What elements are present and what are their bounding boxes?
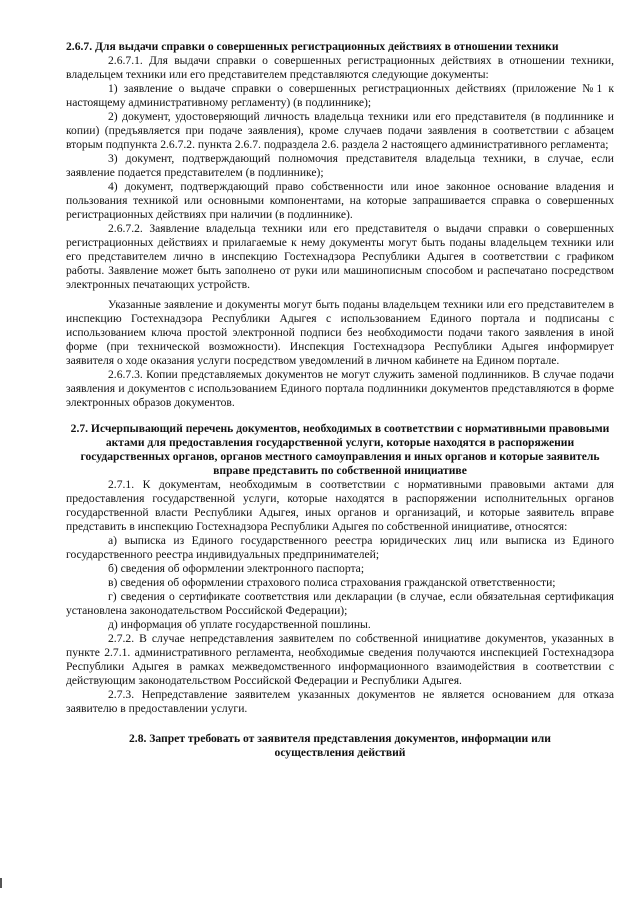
list-item: а) выписка из Единого государственного реестра юридических лиц или выписка из Единого государственного реестра индивидуальных предпринимателей; [66,534,614,561]
paragraph-2-6-7-3: 2.6.7.3. Копии представляемых документов не могут служить заменой подлинников. В случае подачи заявления и документов с использованием Единого портала подлинники документов представляются в форме электронных образов документов. [66,368,614,409]
paragraph-2-7-1: 2.7.1. К документам, необходимым в соответствии с нормативными правовыми актами для предоставления государственной услуги, которые находятся в распоряжении исполнительных органов государственной власти Республики Адыгея, иных органов и организаций, и которые заявитель вправе представить в инспекцию Гостехнадзора Республики Адыгея по собственной инициативе, относятся: [66,478,614,533]
page-edge-mark [0,878,2,888]
paragraph-portal-submission: Указанные заявление и документы могут быть поданы владельцем техники или его представителем в инспекцию Гостехнадзора Республики Адыгея с использованием Единого портала и подписаны с использованием ключа простой электронной подписи без необходимости подачи такого заявления в иной форме (при технической возможности). Инспекция Гостехнадзора Республики Адыгея информирует заявителя о ходе оказания услуги посредством уведомлений в личном кабинете на Едином портале. [66,298,614,367]
list-item: в) сведения об оформлении страхового полиса страхования гражданской ответственности; [108,576,556,589]
paragraph-2-6-7-1: 2.6.7.1. Для выдачи справки о совершенных регистрационных действиях в отношении техники, владельцем техники или его представителем представляются следующие документы: [66,54,614,81]
paragraph-2-7-2: 2.7.2. В случае непредставления заявителем по собственной инициативе документов, указанных в пункте 2.7.1. административного регламента, необходимые сведения получаются инспекцией Гостехнадзора Республики Адыгея в рамках межведомственного информационного взаимодействия в соответствии с действующим законодательством Российской Федерации и Республики Адыгея. [66,632,614,687]
spacer [66,716,614,732]
list-item: 2) документ, удостоверяющий личность владельца техники или его представителя (в подлиннике и копии) (предъявляется при подаче заявления), кроме случаев подачи заявления в соответствии с абзацем вторым подпункта 2.6.7.2. пункта 2.6.7. подраздела 2.6. раздела 2 настоящего административного регламента; [66,110,614,151]
paragraph-2-7-3: 2.7.3. Непредставление заявителем указанных документов не является основанием для отказа заявителю в предоставлении услуги. [66,688,614,715]
list-item: г) сведения о сертификате соответствия или декларации (в случае, если обязательная сертификация установлена законодательством Российской Федерации); [66,590,614,617]
list-item: 1) заявление о выдаче справки о совершенных регистрационных действиях (приложение №1 к настоящему административному регламенту) (в подлиннике); [66,82,614,109]
list-item: 3) документ, подтверждающий полномочия представителя владельца техники, в случае, если заявление подается представителем (в подлиннике); [66,152,614,179]
paragraph-2-6-7-2: 2.6.7.2. Заявление владельца техники или его представителя о выдачи справки о совершенных регистрационных действиях и прилагаемые к нему документы могут быть поданы владельцем техники или его представителем лично в инспекцию Гостехнадзора Республики Адыгея в соответствии с графиком работы. Заявление может быть заполнено от руки или машинописным способом и распечатано посредством электронных печатающих устройств. [66,222,614,291]
section-2-6-7-heading: 2.6.7. Для выдачи справки о совершенных регистрационных действиях в отношении техники [66,40,559,53]
document-page [66,40,614,760]
section-2-7-heading: 2.7. Исчерпывающий перечень документов, необходимых в соответствии с нормативными правовыми актами для предоставления государственной услуги, которые находятся в распоряжении государственных органов, органов местного самоуправления и иных органов и которые заявитель вправе представить по собственной инициативе [70,422,610,477]
list-item: д) информация об уплате государственной пошлины. [108,618,371,631]
list-item: 4) документ, подтверждающий право собственности или иное законное основание владения и пользования техникой или основными компонентами, на которые запрашивается справка о совершенных регистрационных действиях при наличии (в подлиннике). [66,180,614,221]
section-2-8-heading: 2.8. Запрет требовать от заявителя представления документов, информации или осуществления действий [129,732,551,759]
spacer [66,410,614,422]
list-item: б) сведения об оформлении электронного паспорта; [108,562,365,575]
